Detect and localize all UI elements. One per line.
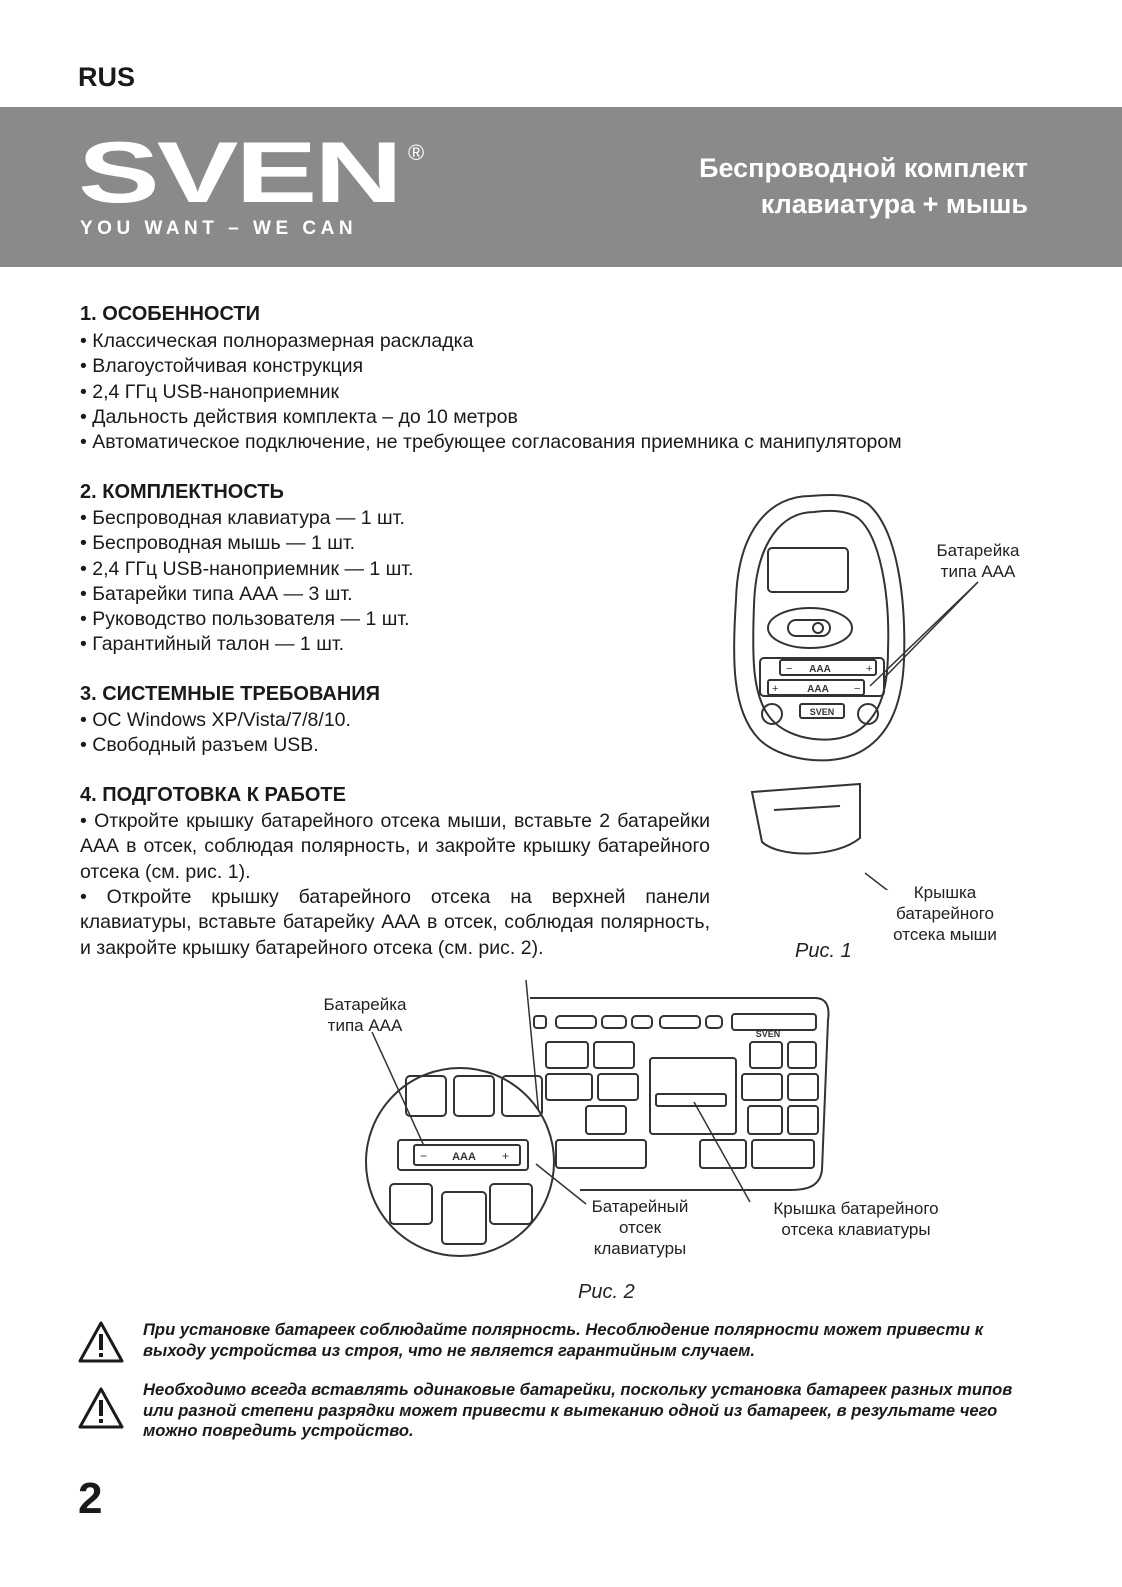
list-item: • 2,4 ГГц USB-наноприемник: [80, 380, 902, 405]
keyboard-compartment-label: Батарейный отсек клавиатуры: [591, 1197, 689, 1258]
list-item: • Классическая полноразмерная раскладка: [80, 329, 902, 354]
package-list: [80, 506, 413, 658]
list-item: • 2,4 ГГц USB-наноприемник — 1 шт.: [80, 557, 413, 582]
power-switch-housing: [768, 608, 852, 648]
battery-label: AAA: [809, 664, 831, 675]
svg-text:+: +: [866, 663, 873, 675]
svg-text:−: −: [420, 1149, 428, 1163]
battery-label: AAA: [452, 1151, 476, 1163]
battery-label: AAA: [807, 684, 829, 695]
section-heading-package: 2. КОМПЛЕКТНОСТЬ: [80, 481, 284, 503]
mouse-logo-text: SVEN: [809, 707, 835, 717]
svg-text:−: −: [854, 683, 861, 695]
requirements-list: [80, 708, 351, 759]
warning-icon: [77, 1320, 125, 1364]
list-item: • Свободный разъем USB.: [80, 733, 351, 758]
registered-mark: ®: [408, 140, 425, 165]
list-item: • Дальность действия комплекта – до 10 метров: [80, 405, 902, 430]
figure-2-caption: Рис. 2: [578, 1281, 635, 1303]
keyboard-battery-cover: [650, 1058, 736, 1134]
warning-icon: [77, 1386, 125, 1430]
title-line-1: Беспроводной комплект: [699, 153, 1028, 183]
warning-text-polarity: При установке батареек соблюдайте полярность. Несоблюдение полярности может привести к выходу устройства из строя, что не является гарантийным случаем.: [143, 1320, 984, 1360]
svg-text:+: +: [502, 1149, 510, 1163]
document-title: [699, 150, 1028, 222]
section-heading-features: 1. ОСОБЕННОСТИ: [80, 303, 260, 325]
list-item: • ОС Windows XP/Vista/7/8/10.: [80, 708, 351, 733]
keyboard-battery-label: Батарейка типа ААА: [323, 995, 407, 1035]
list-item: • Батарейки типа ААА — 3 шт.: [80, 582, 413, 607]
mouse-battery-cover: [752, 784, 860, 854]
list-item: • Беспроводная мышь — 1 шт.: [80, 531, 413, 556]
mouse-inner-outline: [753, 511, 888, 740]
page-number: 2: [78, 1474, 103, 1523]
figure-1-caption: Рис. 1: [795, 940, 852, 962]
language-code: RUS: [78, 62, 136, 92]
section-heading-requirements: 3. СИСТЕМНЫЕ ТРЕБОВАНИЯ: [80, 683, 381, 705]
mouse-cover-label: Крышка батарейного отсека мыши: [893, 883, 997, 944]
sven-logo: [78, 136, 438, 216]
mouse-battery-label: Батарейка типа ААА: [936, 541, 1020, 581]
svg-text:−: −: [786, 663, 793, 675]
brand-tagline: YOU WANT – WE CAN: [80, 218, 358, 239]
setup-paragraph-keyboard: • Откройте крышку батарейного отсека на верхней панели клавиатуры, вставьте батарейку ААА в отсек, соблюдая полярность, и закройте крышку батарейного отсека (см. рис. 2).: [80, 886, 710, 959]
warning-text-battery-types: Необходимо всегда вставлять одинаковые батарейки, поскольку установка батареек разных типов или разной степени разрядки может привести к вытеканию одной из батареек, в результате чего можно повредить устройство.: [143, 1380, 1013, 1440]
list-item: • Руководство пользователя — 1 шт.: [80, 607, 413, 632]
logo-wordmark: SVEN: [78, 136, 400, 216]
section-heading-setup: 4. ПОДГОТОВКА К РАБОТЕ: [80, 784, 346, 806]
list-item: • Гарантийный талон — 1 шт.: [80, 632, 413, 657]
list-item: • Влагоустойчивая конструкция: [80, 354, 902, 379]
keyboard-cover-label: Крышка батарейного отсека клавиатуры: [773, 1199, 939, 1239]
setup-paragraph-mouse: • Откройте крышку батарейного отсека мыши, вставьте 2 батарейки ААА в отсек, соблюдая полярность, и закройте крышку батарейного отсека (см. рис. 1).: [80, 810, 710, 883]
features-list: [80, 329, 902, 455]
svg-text:+: +: [772, 683, 779, 695]
sensor-window: [768, 548, 848, 592]
list-item: • Автоматическое подключение, не требующее согласования приемника с манипулятором: [80, 430, 902, 455]
mouse-body-outline: [734, 495, 904, 760]
keyboard-logo-text: SVEN: [755, 1029, 781, 1039]
list-item: • Беспроводная клавиатура — 1 шт.: [80, 506, 413, 531]
title-line-2: клавиатура + мышь: [760, 189, 1028, 219]
